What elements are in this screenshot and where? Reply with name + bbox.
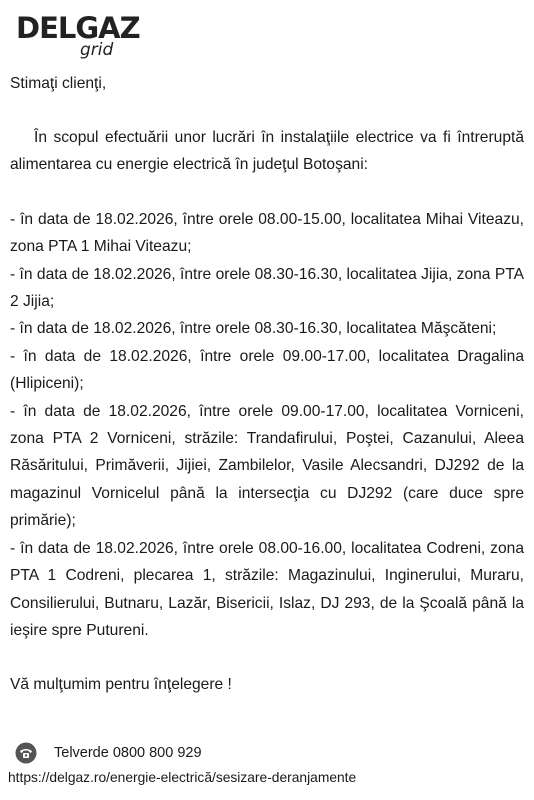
outage-item-dragalina: - în data de 18.02.2026, între orele 09.00-17.00, localitatea Dragalina (Hlipiceni); — [10, 347, 524, 393]
notice-body — [10, 70, 524, 699]
outage-item-vorniceni: - în data de 18.02.2026, între orele 09.00-17.00, localitatea Vorniceni, zona PTA 2 Vorniceni, străzile: Trandafirului, Poştei, Cazanului, Aleea Răsăritului, Primăverii, Jijiei, Zambilelor, Vasile Alecsandri, DJ292 de la magazinul Vornicelul până la intersecţia cu DJ292 (care duce spre primărie); — [10, 402, 524, 530]
logo-wordmark: DELGAZ — [16, 11, 140, 45]
greeting: Stimaţi clienţi, — [10, 75, 107, 92]
outage-item-codreni: - în data de 18.02.2026, între orele 08.00-16.00, localitatea Codreni, zona PTA 1 Codreni, plecarea 1, străzile: Magazinului, Inginerului, Muraru, Consilierului, Butnaru, Lazăr, Bisericii, Islaz, DJ 293, de la Şcoală până la ieşire spre Putureni. — [10, 539, 524, 639]
telephone-icon — [14, 742, 38, 764]
outage-item-jijia: - în data de 18.02.2026, între orele 08.30-16.30, localitatea Jijia, zona PTA 2 Jijia; — [10, 265, 524, 311]
outage-list — [10, 206, 524, 645]
thanks-line: Vă mulţumim pentru înţelegere ! — [10, 676, 232, 694]
outage-item-mascateni: - în data de 18.02.2026, între orele 08.30-16.30, localitatea Măşcăteni; — [10, 320, 497, 338]
report-url[interactable]: https://delgaz.ro/energie-electrică/sesizare-deranjamente — [8, 770, 357, 785]
outage-item-mihai-viteazu: - în data de 18.02.2026, între orele 08.00-15.00, localitatea Mihai Viteazu, zona PTA 1 Mihai Viteazu; — [10, 210, 524, 256]
intro-paragraph: În scopul efectuării unor lucrări în instalaţiile electrice va fi întreruptă alimentarea cu energie electrică în judeţul Botoşani: — [10, 129, 524, 174]
hotline-number: Telverde 0800 800 929 — [54, 745, 202, 761]
footer-phone — [14, 742, 202, 764]
logo-subtitle: grid — [80, 40, 114, 60]
delgaz-grid-logo — [16, 11, 140, 62]
